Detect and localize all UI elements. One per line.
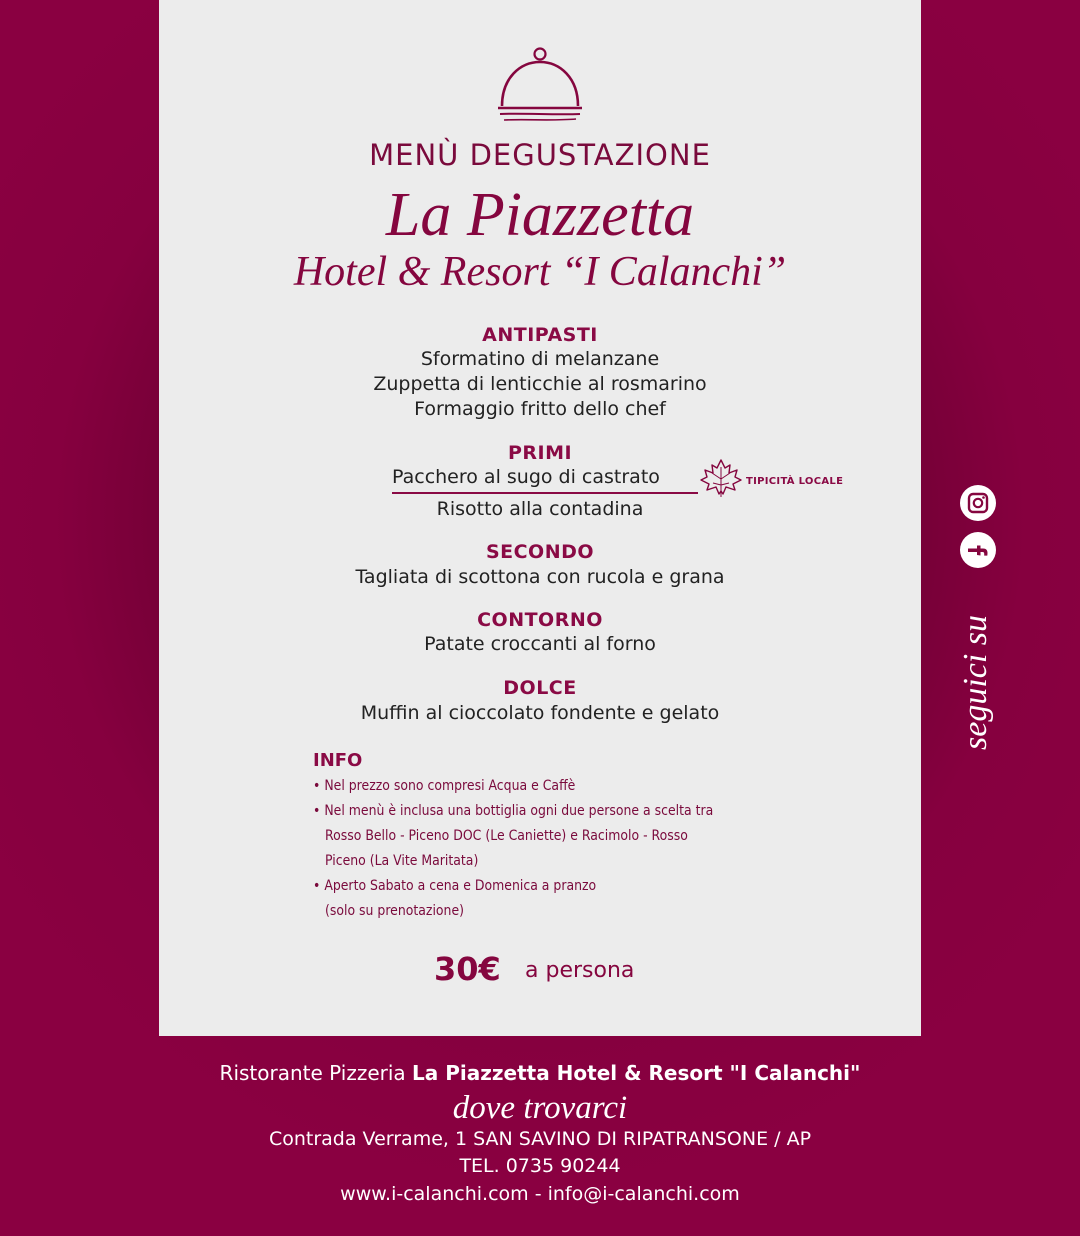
footer-restaurant-line [0, 1061, 1080, 1085]
local-specialty-badge: TIPICITÀ LOCALE [746, 476, 844, 487]
course-title-secondo: SECONDO [485, 541, 595, 563]
instagram-icon [960, 485, 996, 521]
footer-prefix: Ristorante Pizzeria [219, 1061, 413, 1085]
info-line: Rosso Bello - Piceno DOC (Le Caniette) e Racimolo - Rosso [325, 828, 688, 844]
cloche-icon [494, 44, 586, 128]
facebook-icon [960, 532, 996, 568]
dish-underline [392, 492, 698, 494]
info-line: Piceno (La Vite Maritata) [325, 853, 479, 869]
menu-title: MENÙ DEGUSTAZIONE [369, 138, 711, 172]
dish-item: Sformatino di melanzane [420, 348, 660, 370]
info-title: INFO [313, 750, 363, 771]
address: Contrada Verrame, 1 SAN SAVINO DI RIPATRANSONE / AP [268, 1128, 812, 1150]
instagram-button[interactable] [960, 485, 996, 521]
phone: TEL. 0735 90244 [459, 1155, 621, 1177]
dish-item: Patate croccanti al forno [424, 633, 656, 655]
course-title-antipasti: ANTIPASTI [482, 324, 598, 346]
follow-us-label [952, 600, 996, 750]
info-line: • Aperto Sabato a cena e Domenica a pranzo [313, 878, 597, 894]
hotel-name: Hotel & Resort “I Calanchi” [293, 249, 787, 295]
price-suffix: a persona [525, 958, 635, 983]
info-line: • Nel menù è inclusa una bottiglia ogni due persone a scelta tra [313, 803, 714, 819]
course-title-contorno: CONTORNO [477, 609, 603, 631]
maple-leaf-icon [699, 457, 743, 499]
dish-item: Pacchero al sugo di castrato [392, 466, 660, 488]
course-title-dolce: DOLCE [503, 677, 577, 699]
dish-item: Risotto alla contadina [436, 498, 644, 520]
restaurant-name: La Piazzetta [385, 181, 695, 249]
dish-item: Formaggio fritto dello chef [414, 398, 666, 420]
info-line: • Nel prezzo sono compresi Acqua e Caffè [313, 778, 576, 794]
where-to-find-us: dove trovarci [452, 1090, 628, 1126]
svg-text:seguici su: seguici su [957, 614, 994, 750]
dish-item: Muffin al cioccolato fondente e gelato [360, 702, 720, 724]
dish-item: Zuppetta di lenticchie al rosmarino [373, 373, 707, 395]
web-and-email: www.i-calanchi.com - info@i-calanchi.com [340, 1183, 740, 1205]
course-title-primi: PRIMI [507, 442, 573, 464]
dish-item: Tagliata di scottona con rucola e grana [355, 566, 725, 588]
price-amount: 30€ [434, 950, 501, 988]
footer-name: La Piazzetta Hotel & Resort "I Calanchi" [412, 1061, 861, 1085]
facebook-button[interactable] [960, 532, 996, 568]
info-line: (solo su prenotazione) [325, 903, 464, 919]
